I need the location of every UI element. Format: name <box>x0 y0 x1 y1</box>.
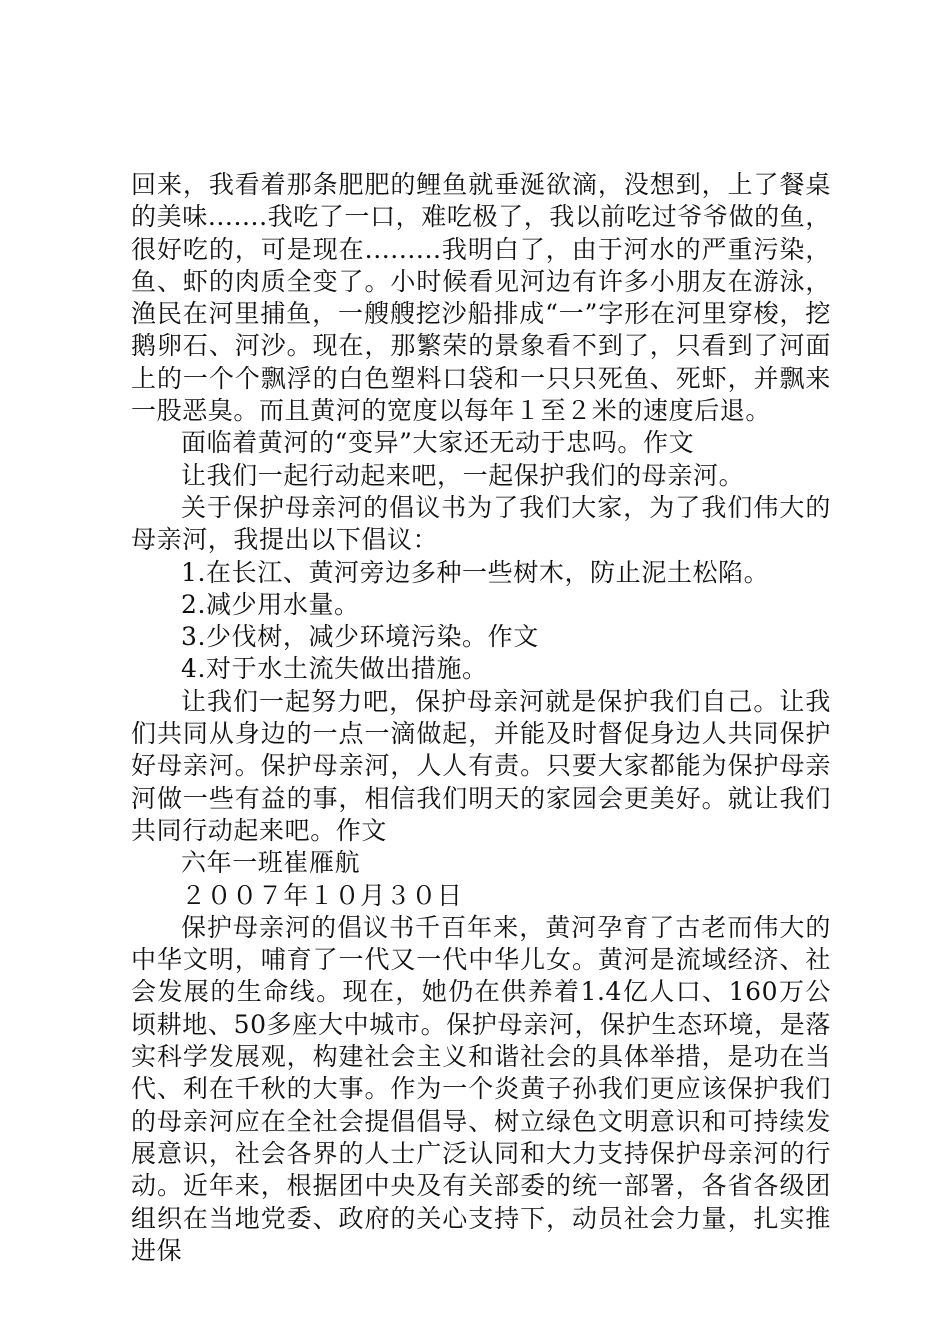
paragraph-story-continued: 回来，我看着那条肥肥的鲤鱼就垂涎欲滴，没想到，上了餐桌的美味.......我吃了一口，难吃极了，我以前吃过爷爷做的鱼，很好吃的，可是现在.........我明白了，由于河水的严重污染，鱼、虾的肉质全变了。小时候看见河边有许多小朋友在游泳，渔民在河里捕鱼，一艘艘挖沙船排成“一”字形在河里穿梭，挖鹅卵石、河沙。现在，那繁荣的景象看不到了，只看到了河面上的一个个飘浮的白色塑料口袋和一只只死鱼、死虾，并飘来一股恶臭。而且黄河的宽度以每年１至２米的速度后退。 <box>131 170 831 426</box>
paragraph-proposal-intro: 关于保护母亲河的倡议书为了我们大家，为了我们伟大的母亲河，我提出以下倡议： <box>131 492 831 555</box>
proposal-item-1: 1.在长江、黄河旁边多种一些树木，防止泥土松陷。 <box>181 557 770 587</box>
proposal-item-2: 2.减少用水量。 <box>181 589 360 619</box>
document-date: ２００７年１０月３０日 <box>181 880 463 910</box>
paragraph-closing: 让我们一起努力吧，保护母亲河就是保护我们自己。让我们共同从身边的一点一滴做起，并能及时督促身边人共同保护好母亲河。保护母亲河，人人有责。只要大家都能为保护母亲河做一些有益的事，相信我们明天的家园会更美好。就让我们共同行动起来吧。作文 <box>131 686 831 845</box>
paragraph-second-proposal: 保护母亲河的倡议书千百年来，黄河孕育了古老而伟大的中华文明，哺育了一代又一代中华儿女。黄河是流域经济、社会发展的生命线。现在，她仍在供养着1.4亿人口、160万公顷耕地、50多座大中城市。保护母亲河，保护生态环境，是落实科学发展观，构建社会主义和谐社会的具体举措，是功在当代、利在千秋的大事。作为一个炎黄子孙我们更应该保护我们的母亲河应在全社会提倡倡导、树立绿色文明意识和可持续发展意识，社会各界的人士广泛认同和大力支持保护母亲河的行动。近年来，根据团中央及有关部委的统一部署，各省各级团组织在当地党委、政府的关心支持下，动员社会力量，扎实推进保 <box>131 912 831 1265</box>
proposal-item-3: 3.少伐树，减少环境污染。作文 <box>181 622 539 652</box>
paragraph-question: 面临着黄河的“变异”大家还无动于忠吗。作文 <box>181 428 695 458</box>
proposal-item-4: 4.对于水土流失做出措施。 <box>181 654 488 684</box>
document-body <box>131 169 831 1267</box>
author-signature: 六年一班崔雁航 <box>181 848 361 878</box>
paragraph-call-to-action: 让我们一起行动起来吧，一起保护我们的母亲河。 <box>181 460 745 490</box>
